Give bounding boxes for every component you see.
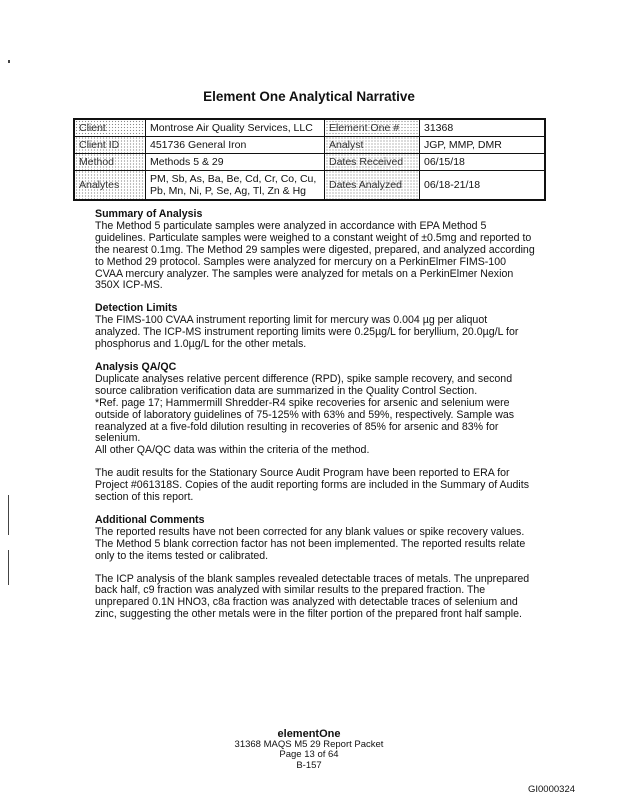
qaqc-heading: Analysis QA/QC [95,360,177,373]
qaqc-p2: *Ref. page 17; Hammermill Shredder-R4 spike recoveries for arsenic and selenium were outside of laboratory guidelines of 75-125% with 63% and 59%, respectively. Sample was reanalyzed at a five-fold dilution resulting in recoveries of 85% for arsenic and 83% for selenium. [95,396,515,445]
scan-mark [8,495,9,535]
document-id: GI0000324 [528,784,576,795]
comments-p2: The ICP analysis of the blank samples revealed detectable traces of metals. The unprepared back half, c9 fraction was analyzed with similar results to the prepared fraction. The unprepared 0.1N HNO3, c8a fraction was analyzed with detectable traces of selenium and zinc, suggesting the other metals were in the filter portion of the prepared front half sample. [95,572,530,621]
comments-section [95,515,535,621]
dates-received-value: 06/15/18 [420,153,546,170]
summary-heading: Summary of Analysis [95,208,203,220]
dates-analyzed-label: Dates Analyzed [325,170,420,200]
comments-heading: Additional Comments [95,513,205,526]
method-value: Methods 5 & 29 [146,153,325,170]
info-table [73,118,546,201]
comments-p1: The reported results have not been corrected for any blank values or spike recovery values. The Method 5 blank correction factor has not been implemented. The reported results relate only to the items tested or calibrated. [95,525,526,562]
report-packet: 31368 MAQS M5 29 Report Packet [234,738,384,750]
element-one-value: 31368 [420,119,546,136]
client-id-value: 451736 General Iron [146,136,325,153]
dates-received-label: Dates Received [325,153,420,170]
method-label: Method [74,153,146,170]
narrative-body [95,209,535,621]
client-label: Client [74,119,146,136]
page-title: Element One Analytical Narrative [203,89,415,104]
client-value: Montrose Air Quality Services, LLC [146,119,325,136]
page-number: Page 13 of 64 [279,749,339,760]
dates-analyzed-value: 06/18-21/18 [420,170,546,200]
qaqc-p3: All other QA/QC data was within the criteria of the method. [95,444,370,457]
analyst-value: JGP, MMP, DMR [420,136,546,153]
qaqc-p1: Duplicate analyses relative percent difference (RPD), spike sample recovery, and second source calibration verification data are summarized in the Quality Control Section. [95,372,513,397]
analytes-label: Analytes [74,170,146,200]
analytes-value [146,170,325,200]
detection-text: The FIMS-100 CVAA instrument reporting limit for mercury was 0.004 µg per aliquot analyzed. The ICP-MS instrument reporting limits were 0.25µg/L for beryllium, 20.0µg/L for phosphorus and 1.0µg/L for the other metals. [95,314,519,351]
detection-heading: Detection Limits [95,302,178,315]
detection-section [95,303,535,351]
client-id-label: Client ID [74,136,146,153]
qaqc-section [95,362,535,504]
summary-section [95,209,535,292]
audit-text: The audit results for the Stationary Source Audit Program have been reported to ERA for Project #061318S. Copies of the audit reporting forms are included in the Summary of Audits section of this report. [95,467,529,504]
brand-logo: elementOne [277,728,341,740]
summary-text: The Method 5 particulate samples were analyzed in accordance with EPA Method 5 guidelines. Particulate samples were weighed to a constant weight of ±0.5mg and reported to the nearest 0.1mg. The Method 29 samples were digested, prepared, and analyzed according to Method 29 protocol. Samples were analyzed for mercury on a PerkinElmer FIMS-100 CVAA mercury analyzer. The samples were analyzed for metals on a PerkinElmer Nexion 350X ICP-MS. [95,219,535,292]
element-one-label: Element One # [325,119,420,136]
analytes-line-2: Pb, Mn, Ni, P, Se, Ag, Tl, Zn & Hg [150,184,307,197]
scan-mark [8,60,10,63]
analytes-line-1: PM, Sb, As, Ba, Be, Cd, Cr, Co, Cu, [150,172,317,185]
analyst-label: Analyst [325,136,420,153]
bates-number: B-157 [296,759,322,771]
page-footer [0,729,618,771]
scan-mark [8,550,9,585]
